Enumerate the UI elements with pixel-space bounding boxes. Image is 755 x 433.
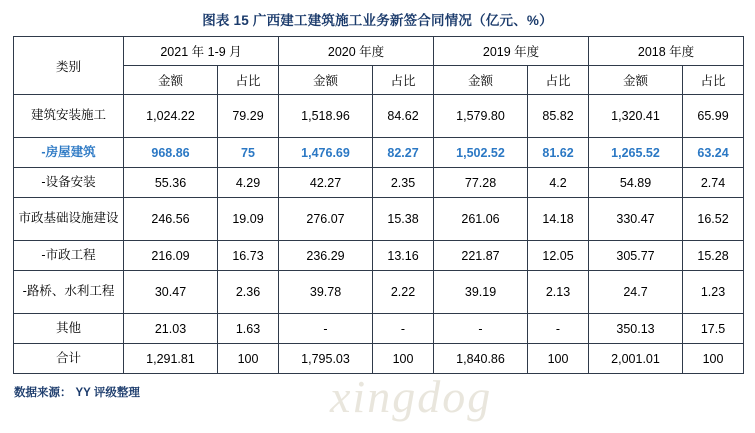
cell-value: - (279, 314, 373, 344)
row-label: 其他 (14, 314, 124, 344)
cell-value: 21.03 (124, 314, 218, 344)
table-row-total (14, 344, 744, 374)
cell-value: 246.56 (124, 198, 218, 241)
cell-value: 19.09 (218, 198, 279, 241)
cell-value: 350.13 (589, 314, 683, 344)
header-category: 类别 (14, 37, 124, 95)
row-label: -市政工程 (14, 241, 124, 271)
cell-value: 16.52 (683, 198, 744, 241)
header-share-0: 占比 (218, 66, 279, 95)
cell-value: 100 (683, 344, 744, 374)
cell-value: 1.63 (218, 314, 279, 344)
table-row (14, 241, 744, 271)
cell-value: 236.29 (279, 241, 373, 271)
cell-value: 39.19 (434, 271, 528, 314)
table-row (14, 271, 744, 314)
cell-value: 42.27 (279, 168, 373, 198)
header-amount-2: 金额 (434, 66, 528, 95)
cell-value: 261.06 (434, 198, 528, 241)
cell-value: 2.36 (218, 271, 279, 314)
cell-value: 1,579.80 (434, 95, 528, 138)
cell-value: 77.28 (434, 168, 528, 198)
header-share-3: 占比 (683, 66, 744, 95)
cell-value: 24.7 (589, 271, 683, 314)
cell-value: 305.77 (589, 241, 683, 271)
watermark-text: xingdog (330, 371, 493, 422)
row-label: 市政基础设施建设 (14, 198, 124, 241)
cell-value: 39.78 (279, 271, 373, 314)
cell-value: 1,476.69 (279, 138, 373, 168)
cell-value: 2.13 (528, 271, 589, 314)
contract-signing-table (13, 36, 744, 374)
cell-value: 100 (218, 344, 279, 374)
source-text: YY 评级整理 (75, 387, 140, 399)
row-label: -路桥、水利工程 (14, 271, 124, 314)
header-amount-0: 金额 (124, 66, 218, 95)
cell-value: 100 (373, 344, 434, 374)
table-body (14, 95, 744, 374)
source-prefix: 数据来源： (14, 387, 72, 399)
cell-value: 12.05 (528, 241, 589, 271)
cell-value: 84.62 (373, 95, 434, 138)
cell-value: - (434, 314, 528, 344)
header-amount-3: 金额 (589, 66, 683, 95)
cell-value: 54.89 (589, 168, 683, 198)
cell-value: 221.87 (434, 241, 528, 271)
cell-value: 1,518.96 (279, 95, 373, 138)
cell-value: 330.47 (589, 198, 683, 241)
row-label: 建筑安装施工 (14, 95, 124, 138)
source-note (0, 384, 755, 400)
cell-value: 17.5 (683, 314, 744, 344)
cell-value: 968.86 (124, 138, 218, 168)
cell-value: 30.47 (124, 271, 218, 314)
header-row-subheaders (14, 66, 744, 95)
row-label: 合计 (14, 344, 124, 374)
cell-value: 2.35 (373, 168, 434, 198)
row-label: -设备安装 (14, 168, 124, 198)
cell-value: 2,001.01 (589, 344, 683, 374)
cell-value: 1,502.52 (434, 138, 528, 168)
table-header (14, 37, 744, 95)
table-container (0, 36, 755, 374)
cell-value: 15.38 (373, 198, 434, 241)
cell-value: 75 (218, 138, 279, 168)
header-period-1: 2020 年度 (279, 37, 434, 66)
cell-value: 63.24 (683, 138, 744, 168)
cell-value: 216.09 (124, 241, 218, 271)
cell-value: 15.28 (683, 241, 744, 271)
cell-value: 16.73 (218, 241, 279, 271)
table-row (14, 198, 744, 241)
cell-value: 1,320.41 (589, 95, 683, 138)
header-period-0: 2021 年 1-9 月 (124, 37, 279, 66)
header-share-2: 占比 (528, 66, 589, 95)
cell-value: 1,795.03 (279, 344, 373, 374)
row-label: -房屋建筑 (14, 138, 124, 168)
cell-value: 82.27 (373, 138, 434, 168)
cell-value: - (528, 314, 589, 344)
header-share-1: 占比 (373, 66, 434, 95)
cell-value: 4.29 (218, 168, 279, 198)
table-row-highlighted (14, 138, 744, 168)
table-row (14, 95, 744, 138)
cell-value: 14.18 (528, 198, 589, 241)
cell-value: 1,840.86 (434, 344, 528, 374)
cell-value: 100 (528, 344, 589, 374)
figure-title: 图表 15 广西建工建筑施工业务新签合同情况（亿元、%） (202, 13, 553, 28)
cell-value: 65.99 (683, 95, 744, 138)
cell-value: 1.23 (683, 271, 744, 314)
cell-value: 2.74 (683, 168, 744, 198)
header-period-2: 2019 年度 (434, 37, 589, 66)
table-row (14, 168, 744, 198)
table-row (14, 314, 744, 344)
cell-value: 1,291.81 (124, 344, 218, 374)
cell-value: 85.82 (528, 95, 589, 138)
cell-value: 2.22 (373, 271, 434, 314)
header-period-3: 2018 年度 (589, 37, 744, 66)
cell-value: 1,265.52 (589, 138, 683, 168)
header-row-periods (14, 37, 744, 66)
cell-value: 13.16 (373, 241, 434, 271)
cell-value: 79.29 (218, 95, 279, 138)
cell-value: 81.62 (528, 138, 589, 168)
cell-value: 55.36 (124, 168, 218, 198)
cell-value: 1,024.22 (124, 95, 218, 138)
cell-value: - (373, 314, 434, 344)
cell-value: 276.07 (279, 198, 373, 241)
cell-value: 4.2 (528, 168, 589, 198)
header-amount-1: 金额 (279, 66, 373, 95)
